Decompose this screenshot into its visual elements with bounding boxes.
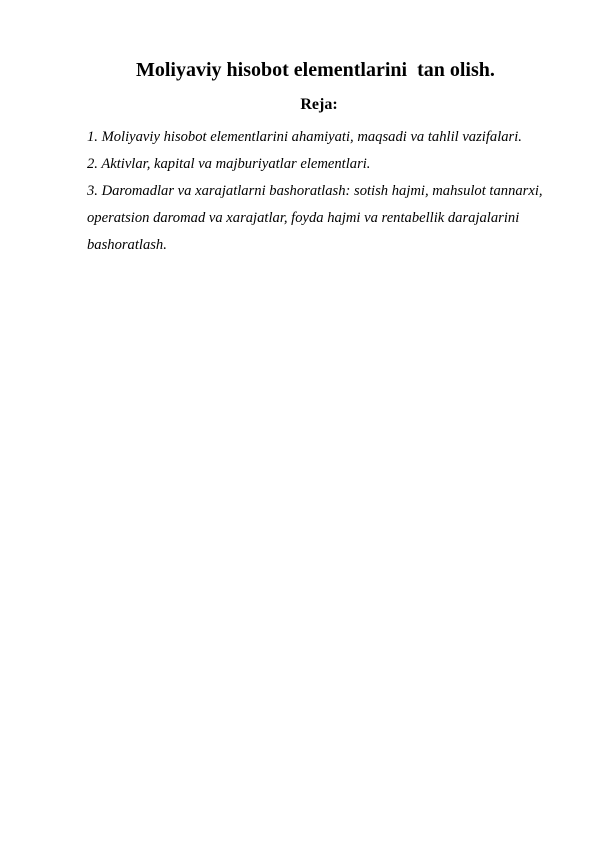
document-title: Moliyaviy hisobot elementlarini tan olish. bbox=[136, 59, 495, 81]
plan-heading: Reja: bbox=[300, 96, 338, 113]
plan-item-2: 2. Aktivlar, kapital va majburiyatlar elementlari. bbox=[87, 156, 371, 172]
plan-item-3: 3. Daromadlar va xarajatlarni bashoratlash: sotish hajmi, mahsulot tannarxi, operatsion daromad va xarajatlar, foyda hajmi va rentabellik darajalarini bashoratlash. bbox=[87, 183, 543, 253]
plan-item-1: 1. Moliyaviy hisobot elementlarini ahamiyati, maqsadi va tahlil vazifalari. bbox=[87, 129, 522, 145]
plan-list bbox=[87, 124, 547, 259]
